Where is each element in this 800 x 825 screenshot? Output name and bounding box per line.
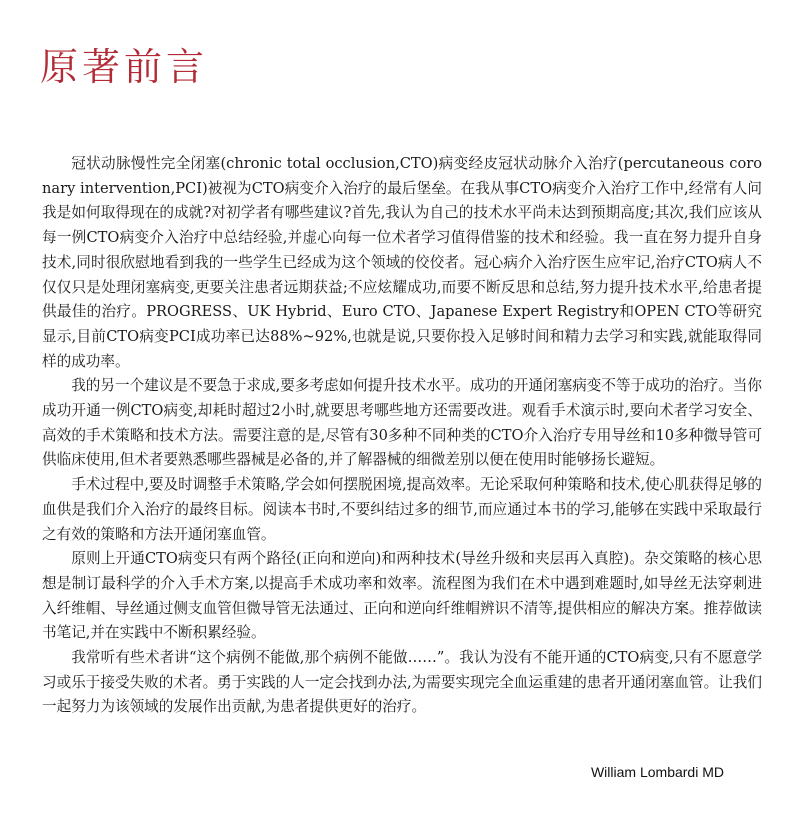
- page-title: 原著前言: [40, 45, 209, 89]
- paragraph-4: 原则上开通CTO病变只有两个路径(正向和逆向)和两种技术(导丝升级和夹层再入真腔)。杂交策略的核心思想是制订最科学的介入手术方案,以提高手术成功率和效率。流程图为我们在术中遇到难题时,如导丝无法穿刺进入纤维帽、导丝通过侧支血管但微导管无法通过、正向和逆向纤维帽辨识不清等,提供相应的解决方案。推荐做读书笔记,并在实践中不断积累经验。: [42, 550, 762, 642]
- paragraph-3: 手术过程中,要及时调整手术策略,学会如何摆脱困境,提高效率。无论采取何种策略和技术,使心肌获得足够的血供是我们介入治疗的最终目标。阅读本书时,不要纠结过多的细节,而应通过本书的学习,能够在实践中采取最行之有效的策略和方法开通闭塞血管。: [42, 476, 762, 543]
- author-signature: William Lombardi MD: [590, 764, 724, 780]
- paragraph-5: 我常听有些术者讲“这个病例不能做,那个病例不能做……”。我认为没有不能开通的CTO病变,只有不愿意学习或乐于接受失败的术者。勇于实践的人一定会找到办法,为需要实现完全血运重建的患者开通闭塞血管。让我们一起努力为该领域的发展作出贡献,为患者提供更好的治疗。: [42, 649, 762, 716]
- paragraph-2: 我的另一个建议是不要急于求成,要多考虑如何提升技术水平。成功的开通闭塞病变不等于成功的治疗。当你成功开通一例CTO病变,却耗时超过2小时,就要思考哪些地方还需要改进。观看手术演示时,要向术者学习安全、高效的手术策略和技术方法。需要注意的是,尽管有30多种不同种类的CTO介入治疗专用导丝和10多种微导管可供临床使用,但术者要熟悉哪些器械是必备的,并了解器械的细微差别以便在使用时能够扬长避短。: [42, 377, 762, 469]
- paragraph-1: 冠状动脉慢性完全闭塞(chronic total occlusion,CTO)病变经皮冠状动脉介入治疗(percutaneous coronary intervention,PCI)被视为CTO病变介入治疗的最后堡垒。在我从事CTO病变介入治疗工作中,经常有人问我是如何取得现在的成就?对初学者有哪些建议?首先,我认为自己的技术水平尚未达到预期高度;其次,我们应该从每一例CTO病变介入治疗中总结经验,并虚心向每一位术者学习值得借鉴的技术和经验。我一直在努力提升自身技术,同时很欣慰地看到我的一些学生已经成为这个领域的佼佼者。冠心病介入治疗医生应牢记,治疗CTO病人不仅仅只是处理闭塞病变,更要关注患者远期获益;不应炫耀成功,而要不断反思和总结,努力提升技术水平,给患者提供最佳的治疗。PROGRESS、UK Hybrid、Euro CTO、Japanese Expert Registry和OPEN CTO等研究显示,目前CTO病变PCI成功率已达88%~92%,也就是说,只要你投入足够时间和精力去学习和实践,就能取得同样的成功率。: [42, 155, 762, 370]
- preface-body: [42, 152, 762, 720]
